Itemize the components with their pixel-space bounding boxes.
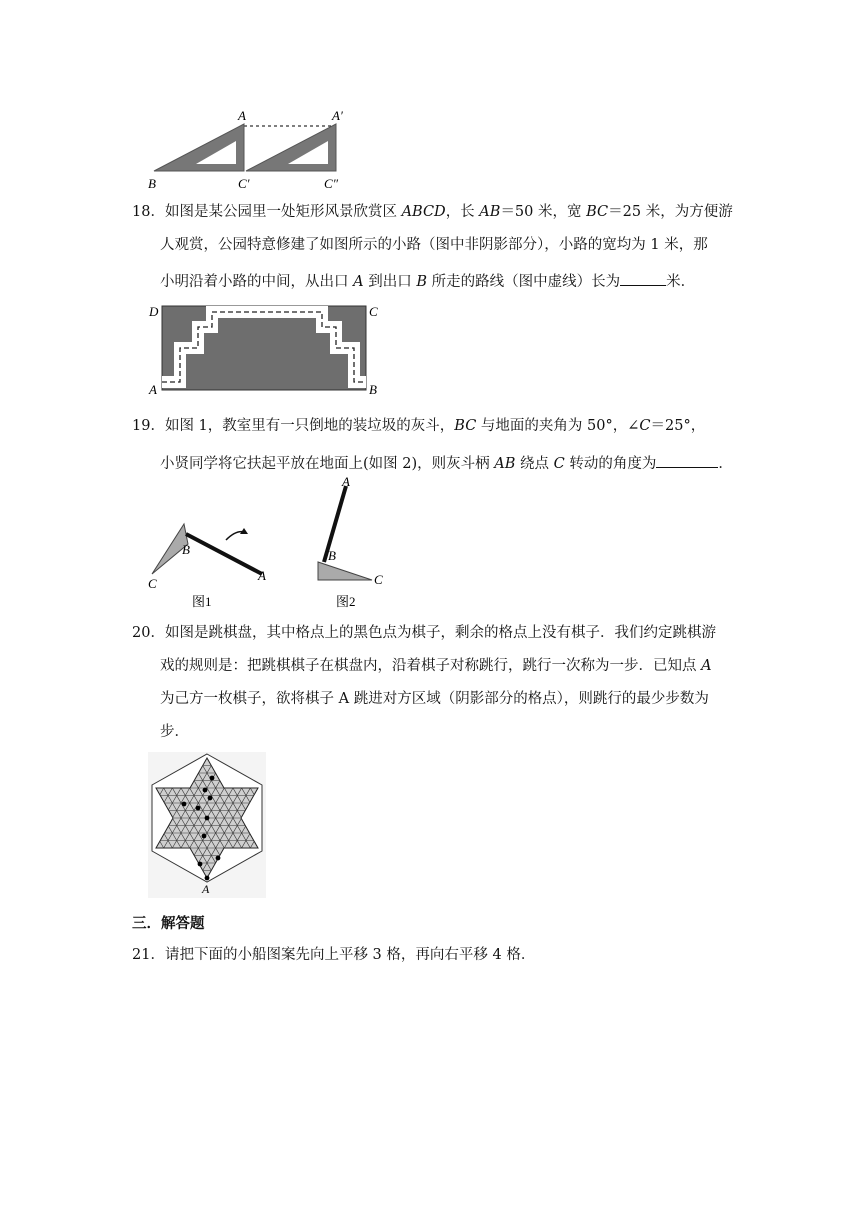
label-c-prime: C′ [238, 176, 250, 191]
svg-text:A: A [258, 568, 266, 583]
q19-number: 19． [132, 418, 165, 434]
label-a: A [238, 108, 246, 123]
section-title: 三．解答题 [132, 916, 205, 932]
label-a-prime: A′ [332, 108, 343, 123]
answer-blank-18[interactable] [620, 271, 666, 286]
fig20-checkers-board [148, 752, 266, 898]
q18-number: 18． [132, 204, 165, 220]
label-a: A [202, 882, 210, 896]
fig19-dustpan [140, 476, 390, 616]
q21-number: 21． [132, 947, 165, 963]
answer-blank-19[interactable] [656, 453, 718, 468]
svg-text:B: B [328, 548, 336, 563]
svg-text:B: B [182, 542, 190, 557]
q20-number: 20． [132, 625, 165, 641]
fig17-triangles [140, 106, 360, 194]
label-b: B [148, 176, 156, 191]
svg-text:C: C [374, 572, 383, 587]
fig1-caption: 图1 [192, 594, 212, 609]
fig18-park-path [146, 302, 386, 398]
label-b: B [369, 382, 377, 397]
label-a: A [149, 382, 157, 397]
dustpan-fig2 [318, 562, 372, 580]
label-d: D [149, 304, 159, 319]
svg-text:C: C [148, 576, 157, 591]
label-c: C [369, 304, 378, 319]
label-c-dprime: C″ [324, 176, 339, 191]
handle-fig1 [186, 534, 262, 574]
svg-text:A: A [342, 476, 350, 489]
fig2-caption: 图2 [336, 594, 356, 609]
